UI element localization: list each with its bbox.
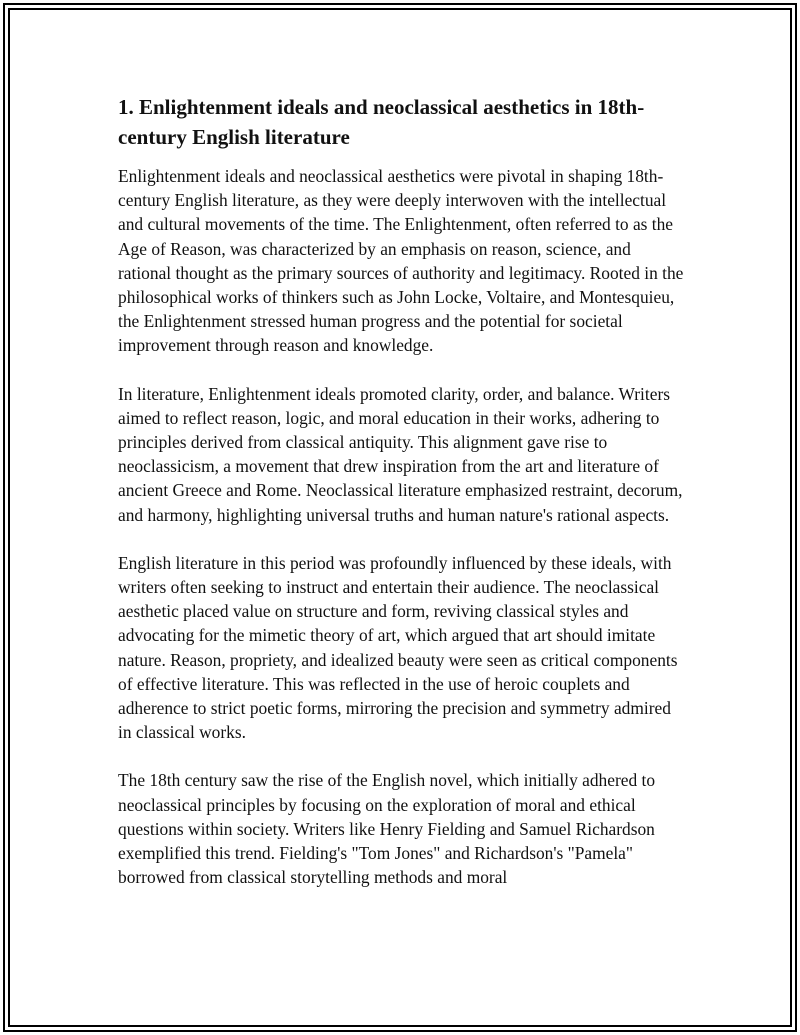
paragraph-3: English literature in this period was profoundly influenced by these ideals, with writers often seeking to instruct and entertain their audience. The neoclassical aesthetic placed value on structure and form, reviving classical styles and advocating for the mimetic theory of art, which argued that art should imitate nature. Reason, propriety, and idealized beauty were seen as critical components of effective literature. This was reflected in the use of heroic couplets and adherence to strict poetic forms, mirroring the precision and symmetry admired in classical works. bbox=[118, 552, 678, 743]
paragraph-4: The 18th century saw the rise of the English novel, which initially adhered to neoclassical principles by focusing on the exploration of moral and ethical questions within society. Writers like Henry Fielding and Samuel Richardson exemplified this trend. Fielding's "Tom Jones" and Richardson's "Pamela" borrowed from classical storytelling methods and moral bbox=[118, 770, 656, 888]
paragraph-2: In literature, Enlightenment ideals promoted clarity, order, and balance. Writers aimed to reflect reason, logic, and moral education in their works, adhering to principles derived from classical antiquity. This alignment gave rise to neoclassicism, a movement that drew inspiration from the art and literature of ancient Greece and Rome. Neoclassical literature emphasized restraint, decorum, and harmony, highlighting universal truths and human nature's rational aspects. bbox=[118, 383, 683, 525]
document-body bbox=[118, 92, 688, 913]
paragraph-1: Enlightenment ideals and neoclassical aesthetics were pivotal in shaping 18th-century English literature, as they were deeply interwoven with the intellectual and cultural movements of the time. The Enlightenment, often referred to as the Age of Reason, was characterized by an emphasis on reason, science, and rational thought as the primary sources of authority and legitimacy. Rooted in the philosophical works of thinkers such as John Locke, Voltaire, and Montesquieu, the Enlightenment stressed human progress and the potential for societal improvement through reason and knowledge. bbox=[118, 166, 684, 356]
section-heading: 1. Enlightenment ideals and neoclassical aesthetics in 18th-century English literature bbox=[118, 95, 645, 149]
